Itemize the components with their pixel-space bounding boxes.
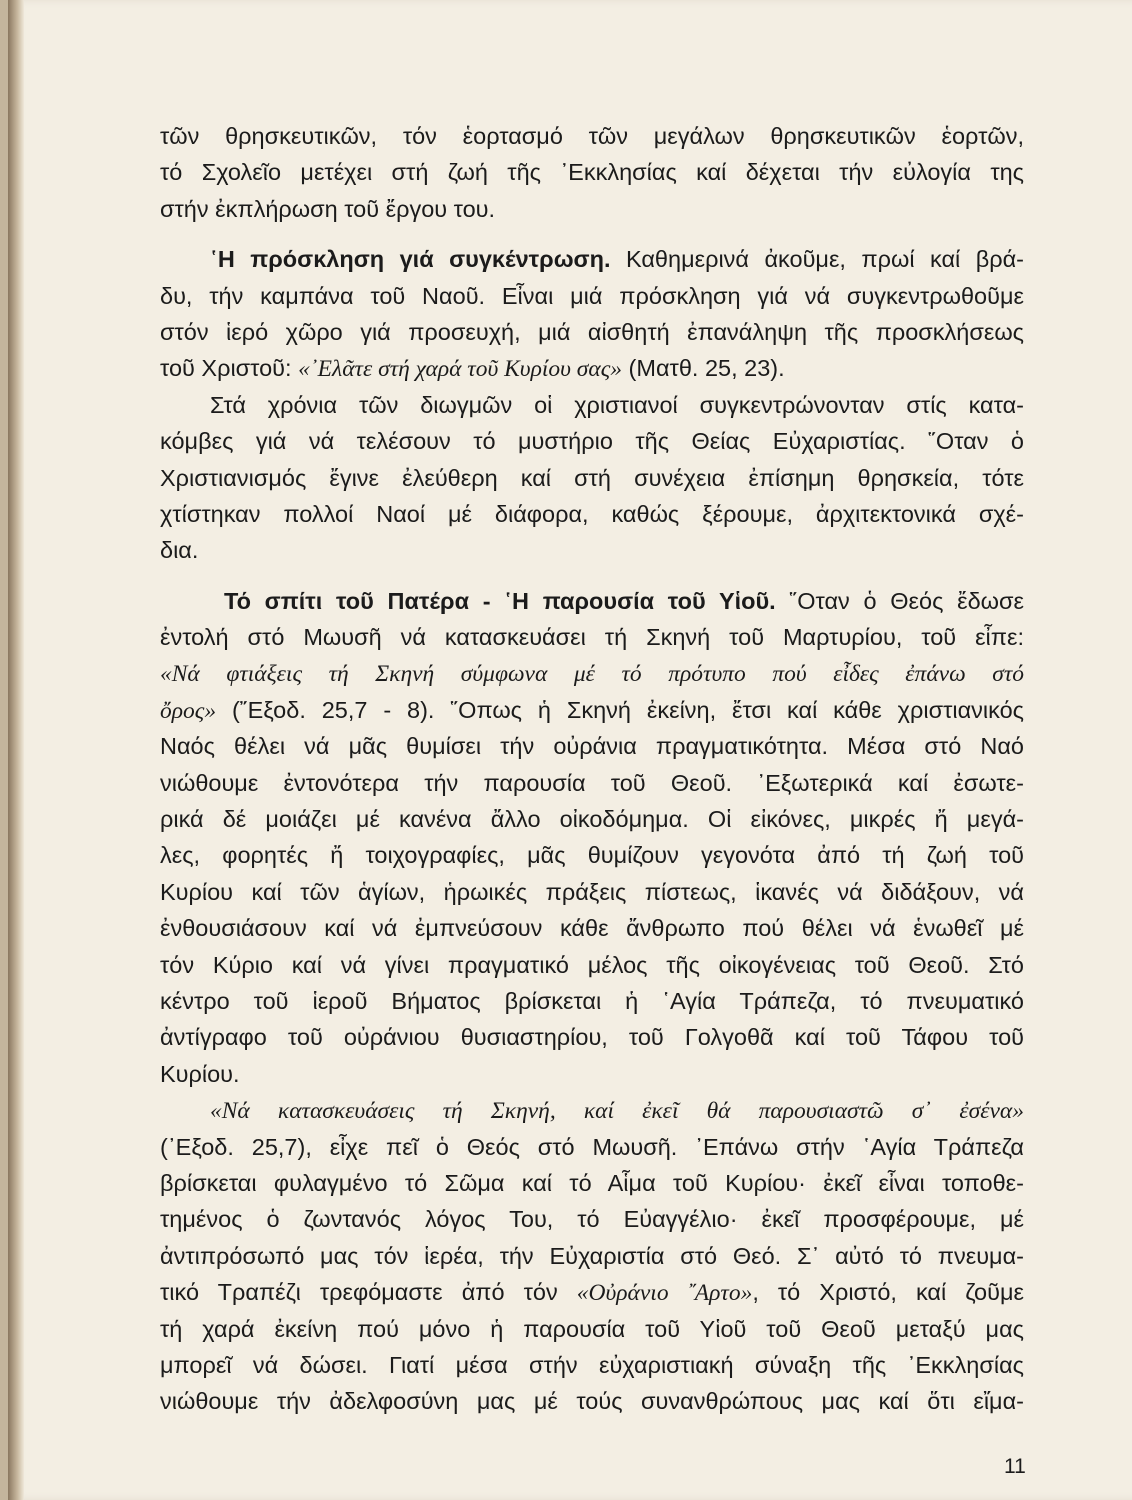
text-line: δια. [160,537,199,564]
text-line: τόν Κύριο καί νά γίνει πραγματικό μέλος τῆς οἰκογένειας τοῦ Θεοῦ. Στό [160,951,1024,978]
text-line: νιώθουμε τήν ἀδελφοσύνη μας μέ τούς συνανθρώπους μας καί ὅτι εἴμα- [160,1388,1024,1415]
text-line: τῶν θρησκευτικῶν, τόν ἑορτασμό τῶν μεγάλων θρησκευτικῶν ἑορτῶν, [160,123,1024,149]
text-line: (᾿Εξοδ. 25,7), εἶχε πεῖ ὁ Θεός στό Μωυσῆ. ᾿Επάνω στήν ῾Αγία Τράπεζα [160,1133,1024,1160]
text-line: Στά χρόνια τῶν διωγμῶν οἱ χριστιανοί συγκεντρώνονταν στίς κατα- [210,391,1024,418]
text-line: δυ, τήν καμπάνα τοῦ Ναοῦ. Εἶναι μιά πρόσκληση γιά νά συγκεντρωθοῦμε [160,282,1024,309]
text-line: Χριστιανισμός ἔγινε ἐλεύθερη καί στή συνέχεια ἐπίσημη θρησκεία, τότε [160,464,1024,491]
body-text [160,118,1024,1420]
text-line: ρικά δέ μοιάζει μέ κανένα ἄλλο οἰκοδόμημα. Οἱ εἰκόνες, μικρές ἤ μεγά- [160,806,1024,833]
section-heading: ῾Η πρόσκληση γιά συγκέντρωση. [210,246,611,273]
text-line: βρίσκεται φυλαγμένο τό Σῶμα καί τό Αἷμα τοῦ Κυρίου· ἐκεῖ εἶναι τοποθε- [160,1169,1024,1196]
paragraph [160,387,1024,569]
text-line: ἀντιπρόσωπό μας τόν ἱερέα, τήν Εὐχαριστία στό Θεό. Σ᾿ αὐτό τό πνευμα- [160,1242,1024,1269]
text-line: ῾Η πρόσκληση γιά συγκέντρωση. Καθημερινά ἀκοῦμε, πρωί καί βρά- [210,246,1024,273]
text-line: τικό Τραπέζι τρεφόμαστε ἀπό τόν «Οὐράνιο ῎Αρτο», τό Χριστό, καί ζοῦμε [160,1279,1024,1307]
paragraph [160,583,1024,1092]
text-line: ὄρος» (῎Εξοδ. 25,7 - 8). ῞Οπως ἡ Σκηνή ἐκείνη, ἔτσι καί κάθε χριστιανικός [160,696,1024,724]
text-line: Τό σπίτι τοῦ Πατέρα - ῾Η παρουσία τοῦ Υἱοῦ. ῞Οταν ὁ Θεός ἔδωσε [224,587,1024,614]
book-spine-shadow [8,0,24,1500]
quotation: ὄρος» [160,697,217,724]
text-line: τό Σχολεῖο μετέχει στή ζωή τῆς ᾿Εκκλησίας καί δέχεται τήν εὐλογία της [160,159,1024,186]
text-line: κέντρο τοῦ ἱεροῦ Βήματος βρίσκεται ἡ ῾Αγία Τράπεζα, τό πνευματικό [160,987,1024,1014]
text-line: στήν ἐκπλήρωση τοῦ ἔργου του. [160,195,496,222]
text-line: μπορεῖ νά δώσει. Γιατί μέσα στήν εὐχαριστιακή σύναξη τῆς ᾿Εκκλησίας [160,1351,1024,1378]
quotation: «Οὐράνιο ῎Αρτο» [576,1280,753,1307]
text-line [160,655,1024,691]
quotation: «᾿Ελᾶτε στή χαρά τοῦ Κυρίου σας» [298,356,623,383]
paragraph [160,241,1024,387]
text-line: ἐνθουσιάσουν καί νά ἐμπνεύσουν κάθε ἄνθρωπο πού θέλει νά ἑνωθεῖ μέ [160,915,1024,942]
text-line: λες, φορητές ἤ τοιχογραφίες, μᾶς θυμίζουν γεγονότα ἀπό τή ζωή τοῦ [160,842,1024,869]
text-line: κόμβες γιά νά τελέσουν τό μυστήριο τῆς Θείας Εὐχαριστίας. ῞Οταν ὁ [160,428,1024,455]
text-line: στόν ἱερό χῶρο γιά προσευχή, μιά αἰσθητή ἐπανάληψη τῆς προσκλήσεως [160,318,1024,345]
text-line: Ναός θέλει νά μᾶς θυμίσει τήν οὐράνια πραγματικότητα. Μέσα στό Ναό [160,733,1024,760]
page-number: 11 [1004,1455,1026,1478]
text-line: Κυρίου. [160,1060,240,1087]
text-line: τοῦ Χριστοῦ: «᾿Ελᾶτε στή χαρά τοῦ Κυρίου σας» (Ματθ. 25, 23). [160,355,785,383]
paragraph [160,118,1024,227]
section-heading: Τό σπίτι τοῦ Πατέρα - ῾Η παρουσία τοῦ Υἱοῦ. [224,587,776,614]
text-line: τημένος ὁ ζωντανός λόγος Του, τό Εὐαγγέλιο· ἐκεῖ προσφέρουμε, μέ [160,1206,1024,1233]
text-line: ἐντολή στό Μωυσῆ νά κατασκευάσει τή Σκηνή τοῦ Μαρτυρίου, τοῦ εἶπε: [160,624,1024,651]
book-page [8,0,1132,1500]
text-line: χτίστηκαν πολλοί Ναοί μέ διάφορα, καθώς ξέρουμε, ἀρχιτεκτονικά σχέ- [160,500,1024,527]
text-line: τή χαρά ἐκείνη πού μόνο ἡ παρουσία τοῦ Υἱοῦ τοῦ Θεοῦ μεταξύ μας [160,1315,1024,1342]
text-line: ἀντίγραφο τοῦ οὐράνιου θυσιαστηρίου, τοῦ Γολγοθᾶ καί τοῦ Τάφου τοῦ [160,1024,1024,1051]
paragraph [160,1092,1024,1420]
text-line: νιώθουμε ἐντονότερα τήν παρουσία τοῦ Θεοῦ. ᾿Εξωτερικά καί ἐσωτε- [160,769,1024,796]
quotation: «Νά φτιάξεις τή Σκηνή σύμφωνα μέ τό πρότυπο πού εἶδες ἐπάνω στό [160,661,1024,688]
quotation: «Νά κατασκευάσεις τή Σκηνή, καί ἐκεῖ θά παρουσιαστῶ σ᾿ ἐσένα» [210,1098,1024,1125]
text-line: Κυρίου καί τῶν ἁγίων, ἡρωικές πράξεις πίστεως, ἱκανές νά διδάξουν, νά [160,878,1024,905]
text-line [160,1092,1024,1128]
